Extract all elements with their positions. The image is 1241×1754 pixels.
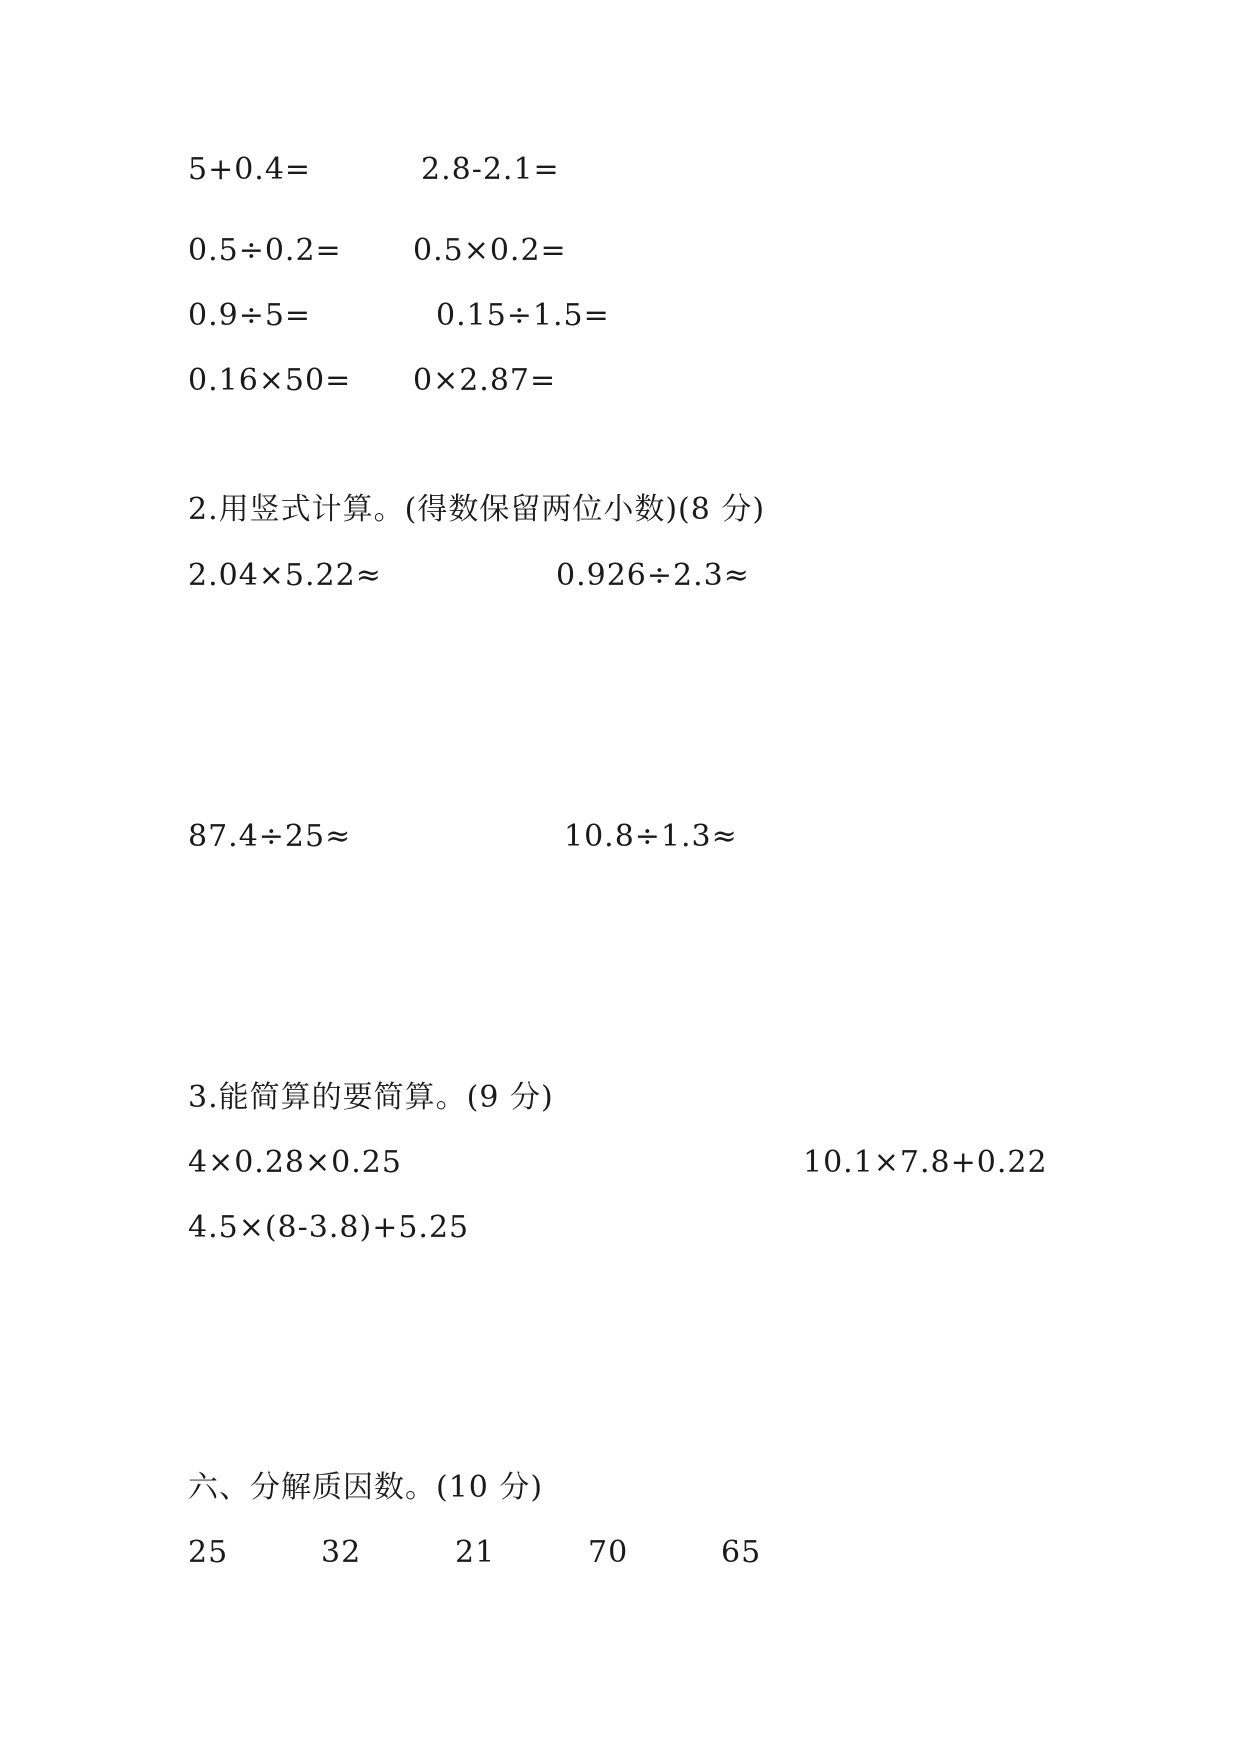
number-70: 70 xyxy=(588,1535,629,1570)
problem-1-4: 0.5×0.2= xyxy=(413,233,567,268)
problem-2-1: 2.04×5.22≈ xyxy=(188,558,382,593)
problem-1-5: 0.9÷5= xyxy=(188,298,312,333)
section-6-heading: 六、分解质因数。(10 分) xyxy=(188,1470,544,1505)
problem-1-1: 5+0.4= xyxy=(188,152,312,187)
problem-1-6: 0.15÷1.5= xyxy=(436,298,610,333)
problem-1-3: 0.5÷0.2= xyxy=(188,233,342,268)
number-65: 65 xyxy=(721,1535,762,1570)
number-32: 32 xyxy=(321,1535,362,1570)
problem-3-2: 10.1×7.8+0.22 xyxy=(803,1145,1048,1180)
problem-1-2: 2.8-2.1= xyxy=(421,152,560,187)
problem-1-7: 0.16×50= xyxy=(188,363,352,398)
number-25: 25 xyxy=(188,1535,229,1570)
problem-3-1: 4×0.28×0.25 xyxy=(188,1145,402,1180)
problem-1-8: 0×2.87= xyxy=(413,363,557,398)
problem-3-3: 4.5×(8-3.8)+5.25 xyxy=(188,1210,470,1245)
problem-2-4: 10.8÷1.3≈ xyxy=(564,819,738,854)
number-21: 21 xyxy=(455,1535,496,1570)
section-3-heading: 3.能简算的要简算。(9 分) xyxy=(188,1080,554,1115)
problem-2-2: 0.926÷2.3≈ xyxy=(556,558,750,593)
problem-2-3: 87.4÷25≈ xyxy=(188,819,352,854)
section-2-heading: 2.用竖式计算。(得数保留两位小数)(8 分) xyxy=(188,492,766,527)
